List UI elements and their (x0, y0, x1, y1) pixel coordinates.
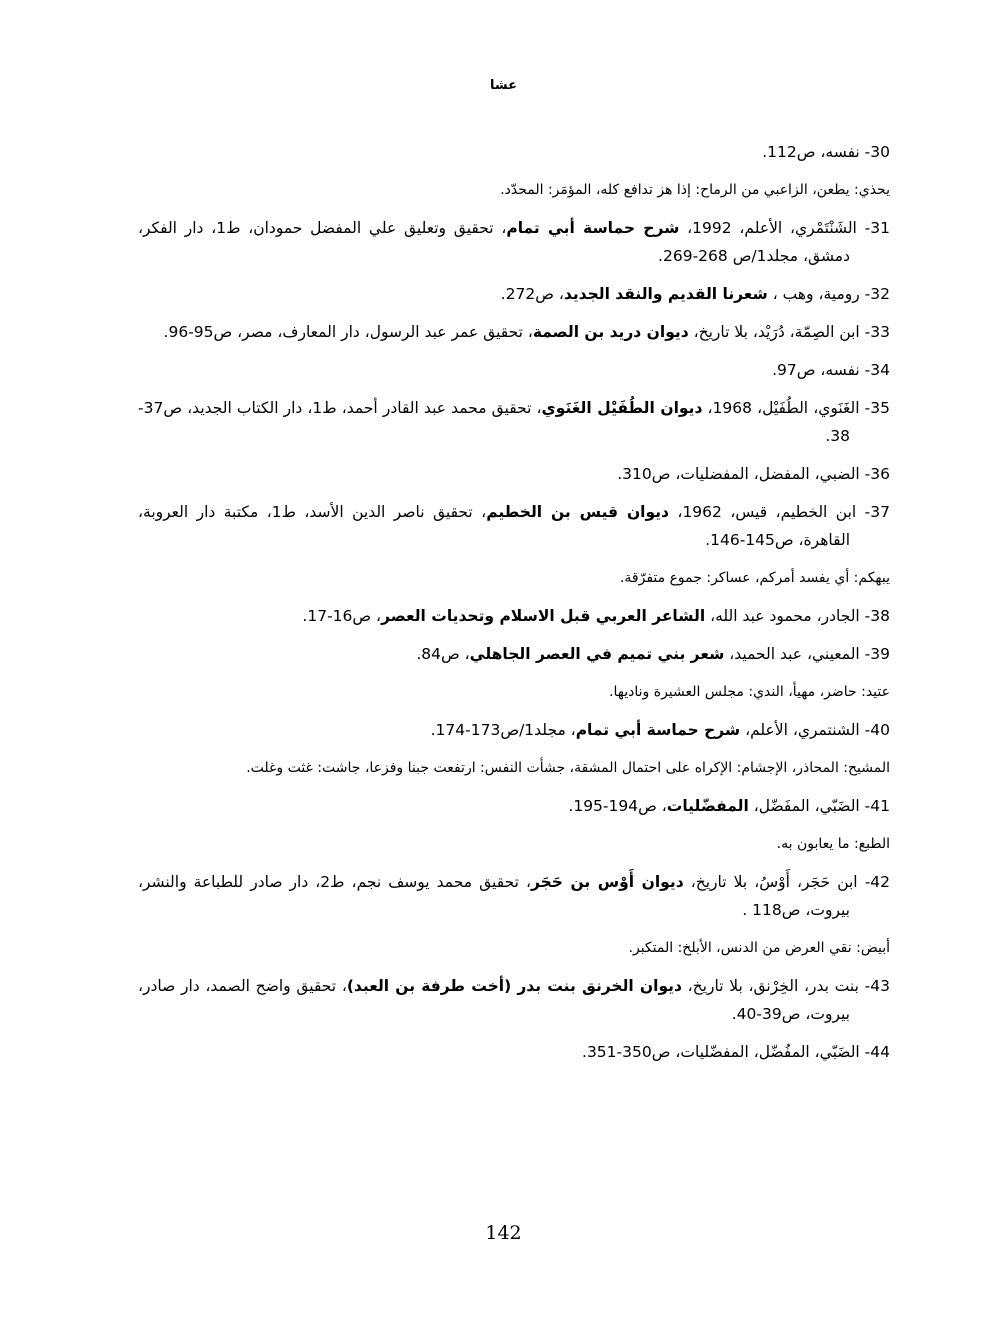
footnote-number: 33- (864, 323, 890, 341)
footnote-33 (138, 318, 890, 346)
footnote-number: 35- (864, 399, 890, 417)
running-header: عشا (490, 78, 517, 93)
footnote-book-title: شرح حماسة أبي تمام (506, 219, 680, 237)
footnote-number: 40- (864, 721, 890, 739)
gloss-line: أبيض: نقي العرض من الدنس، الأبلخ: المتكبر. (628, 940, 890, 956)
footnote-details: ، ص16-17. (302, 607, 382, 625)
footnote-book-title: المفضّليات (666, 797, 749, 815)
footnote-number: 41- (864, 797, 890, 815)
footnote-book-title: ديوان قيس بن الخطيم (486, 503, 669, 521)
page-number: 142 (485, 1222, 522, 1244)
footnote-author: رومية، وهب ، (767, 285, 860, 303)
footnote-author: ابن الخطيم، قيس، 1962، (668, 503, 857, 521)
footnote-40 (138, 716, 890, 744)
footnote-35 (138, 394, 890, 450)
footnote-details: ، تحقيق وتعليق علي المفضل حمودان، ط1، دار الفكر، دمشق، مجلد1/ص 268-269. (138, 219, 850, 265)
gloss-line: يحذي: يطعن، الزاعبي من الرماح: إذا هز تدافع كله، المؤمَر: المحدّد. (500, 182, 890, 198)
footnote-number: 37- (864, 503, 890, 521)
footnote-37 (138, 498, 890, 554)
footnote-number: 39- (864, 645, 890, 663)
footnote-38 (138, 602, 890, 630)
footnote-author: الشنتمري، الأعلم، (740, 721, 860, 739)
footnote-book-title: شرح حماسة أبي تمام (575, 721, 741, 739)
footnote-author: ابن الصِمّة، دُرَيْد، بلا تاريخ، (688, 323, 860, 341)
footnote-text: الضبي، المفضل، المفضليات، ص310. (617, 465, 860, 483)
footnotes-list (138, 138, 890, 1076)
footnote-details: ، تحقيق عمر عبد الرسول، دار المعارف، مصر، ص95-96. (163, 323, 533, 341)
gloss-line: المشيح: المحاذر، الإجشام: الإكراه على احتمال المشقة، جشأت النفس: ارتفعت جبنا وفزعا، جاشت: غثت وغلت. (246, 760, 890, 776)
footnote-author: ابن حَجَر، أَوْسُ، بلا تاريخ، (683, 873, 858, 891)
footnote-number: 36- (864, 465, 890, 483)
footnote-book-title: ديوان أَوْس بن حَجَر (530, 873, 684, 891)
footnote-36 (138, 460, 890, 488)
footnote-book-title: ديوان الخرنق بنت بدر (أخت طرفة بن العبد) (346, 977, 682, 995)
gloss-line: عتيد: حاضر، مهيأ، الندي: مجلس العشيرة وناديها. (609, 684, 890, 700)
footnote-book-title: شعرنا القديم والنقد الجديد (563, 285, 768, 303)
footnote-text: الضَبّي، المفُضّل، المفضّليات، ص350-351. (582, 1043, 860, 1061)
footnote-34 (138, 356, 890, 384)
footnote-number: 31- (864, 219, 890, 237)
footnote-number: 44- (864, 1043, 890, 1061)
footnote-book-title: ديوان الطُفَيْل الغَنَوي (541, 399, 703, 417)
footnote-39 (138, 640, 890, 668)
footnote-number: 42- (864, 873, 891, 891)
footnote-number: 30- (864, 143, 890, 161)
footnote-book-title: الشاعر العربي قبل الاسلام وتحديات العصر (381, 607, 706, 625)
footnote-details: ، ص194-195. (568, 797, 667, 815)
footnote-text: نفسه، ص97. (772, 361, 860, 379)
footnote-author: بنت بدر، الخِرْنق، بلا تاريخ، (681, 977, 859, 995)
footnote-44 (138, 1038, 890, 1066)
footnote-30 (138, 138, 890, 166)
footnote-31 (138, 214, 890, 270)
footnote-details: ، تحقيق واضح الصمد، دار صادر، بيروت، ص39-40. (138, 977, 850, 1023)
footnote-book-title: شعر بني تميم في العصر الجاهلي (469, 645, 725, 663)
footnote-author: المعيني، عبد الحميد، (724, 645, 860, 663)
footnote-number: 32- (864, 285, 890, 303)
footnote-author: الضَبّي، المفَضّل، (748, 797, 860, 815)
footnote-42 (138, 868, 890, 924)
footnote-details: ، تحقيق محمد يوسف نجم، ط2، دار صادر للطباعة والنشر، بيروت، ص118 . (138, 873, 850, 919)
footnote-author: الجادر، محمود عبد الله، (705, 607, 860, 625)
footnote-details: ، مجلد1/ص173-174. (430, 721, 576, 739)
footnote-details: ، ص272. (500, 285, 564, 303)
footnote-details: ، تحقيق ناصر الدين الأسد، ط1، مكتبة دار العروبة، القاهرة، ص145-146. (138, 503, 850, 549)
footnote-author: الشَنْتَمْري، الأعلم، 1992، (679, 219, 857, 237)
footnote-32 (138, 280, 890, 308)
footnote-details: ، ص84. (416, 645, 470, 663)
footnote-number: 43- (864, 977, 890, 995)
footnote-text: نفسه، ص112. (762, 143, 860, 161)
footnote-number: 38- (864, 607, 890, 625)
footnote-details: ، تحقيق محمد عبد القادر أحمد، ط1، دار الكتاب الجديد، ص37-38. (138, 399, 850, 445)
footnote-number: 34- (864, 361, 890, 379)
footnote-author: الغَنَوي، الطُفَيْل، 1968، (702, 399, 860, 417)
gloss-line: الطبع: ما يعابون به. (776, 836, 890, 852)
footnote-41 (138, 792, 890, 820)
gloss-line: يبهكم: أي يفسد أمركم، عساكر: جموع متفرّقة. (619, 570, 890, 586)
footnote-book-title: ديوان دريد بن الصمة (532, 323, 689, 341)
footnote-43 (138, 972, 890, 1028)
